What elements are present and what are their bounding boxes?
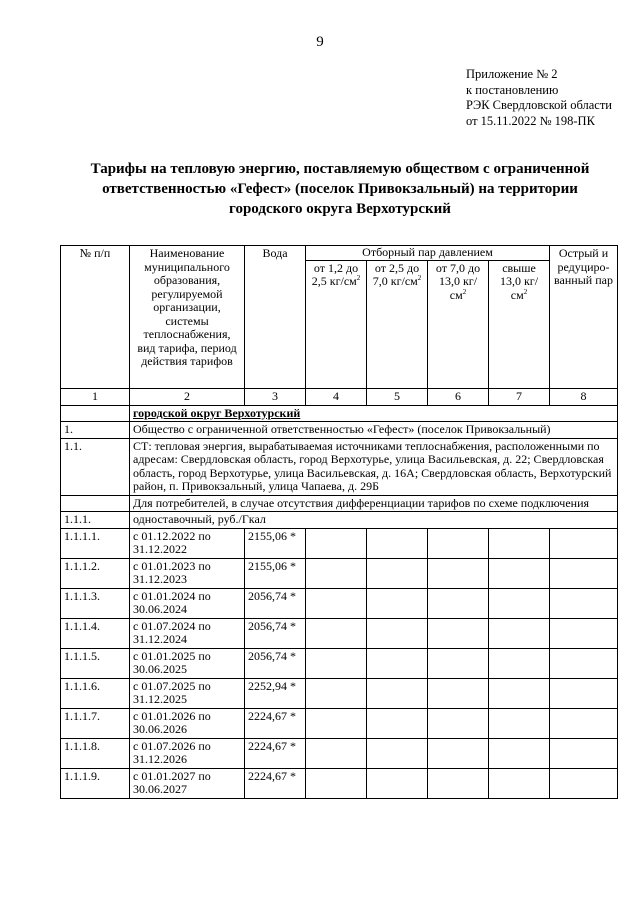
appendix-line: к постановлению xyxy=(466,82,559,97)
water-value: 2252,94 * xyxy=(245,678,306,708)
district-name: городской округ Верхотурский xyxy=(130,405,618,422)
column-number: 7 xyxy=(489,389,550,406)
column-number: 5 xyxy=(367,389,428,406)
water-value: 2056,74 * xyxy=(245,618,306,648)
table-row xyxy=(61,558,618,588)
table-row xyxy=(61,618,618,648)
appendix-line: Приложение № 2 xyxy=(466,67,558,81)
table-row xyxy=(61,738,618,768)
period-cell: с 01.12.2022 по 31.12.2022 xyxy=(130,528,245,558)
water-value: 2224,67 * xyxy=(245,738,306,768)
header-name: Наименование муниципального образования, регулируемой организации, системы теплоснабжения, вид тарифа, период действия тарифов xyxy=(130,246,245,389)
appendix-line: РЭК Свердловской области xyxy=(466,98,612,112)
header-steam-group: Отборный пар давлением xyxy=(306,246,550,261)
water-value: 2056,74 * xyxy=(245,648,306,678)
organization-row xyxy=(61,422,618,439)
period-cell: с 01.01.2024 по 30.06.2024 xyxy=(130,588,245,618)
column-number-row xyxy=(61,389,618,406)
header-steam-4: свыше 13,0 $кг/см^2$ xyxy=(489,260,550,389)
consumers-description: Для потребителей, в случае отсутствия дифференциации тарифов по схеме подключения xyxy=(130,495,618,512)
water-value: 2155,06 * xyxy=(245,528,306,558)
column-number: 3 xyxy=(245,389,306,406)
period-cell: с 01.01.2027 по 30.06.2027 xyxy=(130,768,245,798)
row-number: 1.1.1.8. xyxy=(61,738,130,768)
table-row xyxy=(61,678,618,708)
row-number: 1.1.1.3. xyxy=(61,588,130,618)
column-number: 2 xyxy=(130,389,245,406)
tariff-table xyxy=(60,245,618,799)
table-row xyxy=(61,768,618,798)
water-value: 2155,06 * xyxy=(245,558,306,588)
document-title xyxy=(60,159,620,219)
table-row xyxy=(61,708,618,738)
appendix-block xyxy=(466,67,612,129)
header-steam-3: от 7,0 до 13,0 $кг/см^2$ xyxy=(428,260,489,389)
column-number: 6 xyxy=(428,389,489,406)
header-row xyxy=(61,246,618,261)
row-number: 1.1.1. xyxy=(61,512,130,529)
column-number: 1 xyxy=(61,389,130,406)
row-number: 1.1. xyxy=(61,438,130,495)
row-number: 1.1.1.1. xyxy=(61,528,130,558)
period-cell: с 01.07.2024 по 31.12.2024 xyxy=(130,618,245,648)
table-row xyxy=(61,588,618,618)
title-line: Тарифы на тепловую энергию, поставляемую обществом с ограниченной xyxy=(90,161,590,177)
period-cell: с 01.01.2025 по 30.06.2025 xyxy=(130,648,245,678)
water-value: 2224,67 * xyxy=(245,768,306,798)
water-value: 2224,67 * xyxy=(245,708,306,738)
period-cell: с 01.07.2025 по 31.12.2025 xyxy=(130,678,245,708)
tariff-type: одноставочный, руб./Гкал xyxy=(130,512,618,529)
column-number: 8 xyxy=(550,389,618,406)
row-number: 1.1.1.2. xyxy=(61,558,130,588)
row-number: 1.1.1.5. xyxy=(61,648,130,678)
tariff-type-row xyxy=(61,512,618,529)
title-line: городского округа Верхотурский xyxy=(229,201,451,217)
consumers-row xyxy=(61,495,618,512)
period-cell: с 01.07.2026 по 31.12.2026 xyxy=(130,738,245,768)
header-steam-2: от 2,5 до 7,0 $кг/см^2$ xyxy=(367,260,428,389)
organization-name: Общество с ограниченной ответственностью «Гефест» (поселок Привокзальный) xyxy=(130,422,618,439)
system-description: СТ: тепловая энергия, вырабатываемая источниками теплоснабжения, расположенными по адресам: Свердловская область, город Верхотурье, улица Васильевская, д. 22; Свердловская область, город Верхотурье, улица Васильевская, д. 16А; Свердловская область, Верхотурский район, п. Привокзальный, улица Чапаева, д. 29Б xyxy=(130,438,618,495)
appendix-line: от 15.11.2022 № 198-ПК xyxy=(466,113,595,128)
column-number: 4 xyxy=(306,389,367,406)
page-number: 9 xyxy=(316,34,324,50)
title-line: ответственностью «Гефест» (поселок Привокзальный) на территории xyxy=(102,181,578,197)
district-row xyxy=(61,405,618,422)
row-number: 1.1.1.9. xyxy=(61,768,130,798)
period-cell: с 01.01.2023 по 31.12.2023 xyxy=(130,558,245,588)
period-cell: с 01.01.2026 по 30.06.2026 xyxy=(130,708,245,738)
water-value: 2056,74 * xyxy=(245,588,306,618)
header-steam-1: от 1,2 до 2,5 $кг/см^2$ xyxy=(306,260,367,389)
table-row xyxy=(61,648,618,678)
row-number: 1.1.1.6. xyxy=(61,678,130,708)
system-row xyxy=(61,438,618,495)
row-number: 1. xyxy=(61,422,130,439)
row-number: 1.1.1.7. xyxy=(61,708,130,738)
header-num: № п/п xyxy=(61,246,130,389)
row-number: 1.1.1.4. xyxy=(61,618,130,648)
table-row xyxy=(61,528,618,558)
header-sharp-steam: Острый и редуциро-ванный пар xyxy=(550,246,618,389)
header-water: Вода xyxy=(245,246,306,389)
